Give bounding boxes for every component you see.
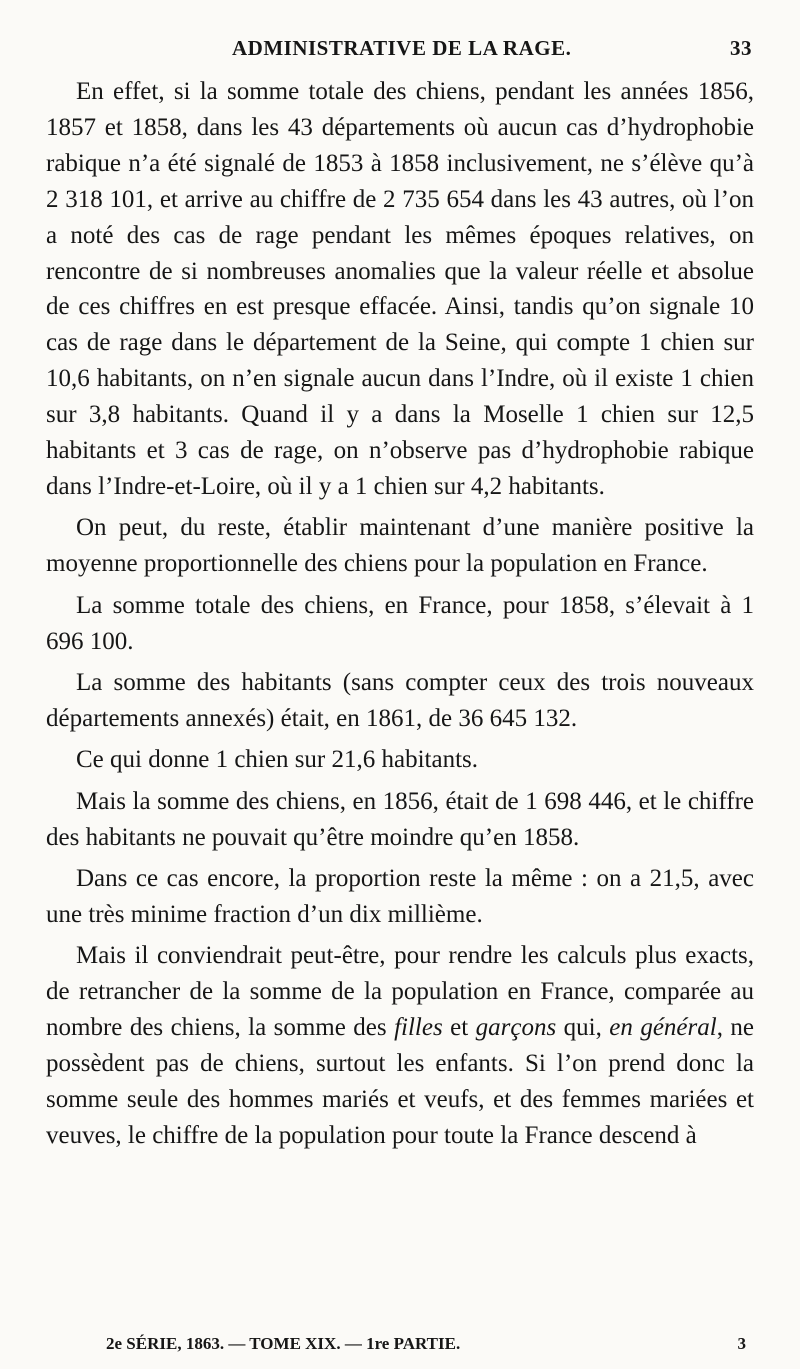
italic-en-general: en général: [609, 1014, 717, 1042]
paragraph-5: Ce qui donne 1 chien sur 21,6 habitants.: [76, 746, 479, 774]
paragraph-6: Mais la somme des chiens, en 1856, était de 1 698 446, et le chiffre des habitants ne pouvait qu’être moindre qu’en 1858.: [46, 787, 754, 851]
running-header: [48, 36, 752, 66]
italic-garcons: garçons: [475, 1014, 557, 1042]
signature-mark: 3: [737, 1334, 746, 1353]
page-footer: [48, 1334, 752, 1358]
paragraph-4: La somme des habitants (sans compter ceux des trois nouveaux départements annexés) était, en 1861, de 36 645 132.: [46, 669, 754, 732]
paragraph-2: On peut, du reste, établir maintenant d’une manière positive la moyenne proportionnelle des chiens pour la population en France.: [46, 514, 754, 578]
paragraph-7: Dans ce cas encore, la proportion reste la même : on a 21,5, avec une très minime fraction d’un dix millième.: [46, 865, 754, 928]
paragraph-1: En effet, si la somme totale des chiens, pendant les années 1856, 1857 et 1858, dans les 43 départements où aucun cas d’hydrophobie rabique n’a été signalé de 1853 à 1858 inclusivement, ne s’élève qu’à 2 318 101, et arrive au chiffre de 2 735 654 dans les 43 autres, où l’on a noté des cas de rage pendant les mêmes époques relatives, on rencontre de si nombreuses anomalies que la valeur réelle et absolue de ces chiffres en est presque effacée. Ainsi, tandis qu’on signale 10 cas de rage dans le département de la Seine, qui compte 1 chien sur 10,6 habitants, on n’en signale aucun dans l’Indre, où il existe 1 chien sur 3,8 habitants. Quand il y a dans la Moselle 1 chien sur 12,5 habitants et 3 cas de rage, on n’observe pas d’hydrophobie rabique dans l’Indre-et-Loire, où il y a 1 chien sur 4,2 habitants.: [46, 78, 754, 500]
page-number: 33: [730, 36, 752, 60]
paragraph-8-part-a: Mais il conviendrait peut-être, pour rendre les calculs plus exacts, de retrancher de la somme de la population en France, comparée au nombre des chiens, la somme des: [46, 942, 754, 1042]
paragraph-3: La somme totale des chiens, en France, pour 1858, s’élevait à 1 696 100.: [46, 591, 754, 655]
paragraph-8: [46, 938, 754, 1153]
running-title: ADMINISTRATIVE DE LA RAGE.: [232, 36, 572, 60]
body-text: [46, 74, 754, 1159]
paragraph-8-part-g: , ne possèdent pas de chiens, surtout les enfants. Si l’on prend donc la somme seule des hommes mariés et veufs, et des femmes mariées et veuves, le chiffre de la population pour toute la France descend à: [46, 1014, 754, 1149]
paragraph-8-part-c: et: [442, 1014, 476, 1042]
series-line: 2e SÉRIE, 1863. — TOME XIX. — 1re PARTIE.: [106, 1334, 461, 1353]
paragraph-8-part-e: qui,: [556, 1014, 610, 1042]
italic-filles: filles: [394, 1014, 443, 1042]
